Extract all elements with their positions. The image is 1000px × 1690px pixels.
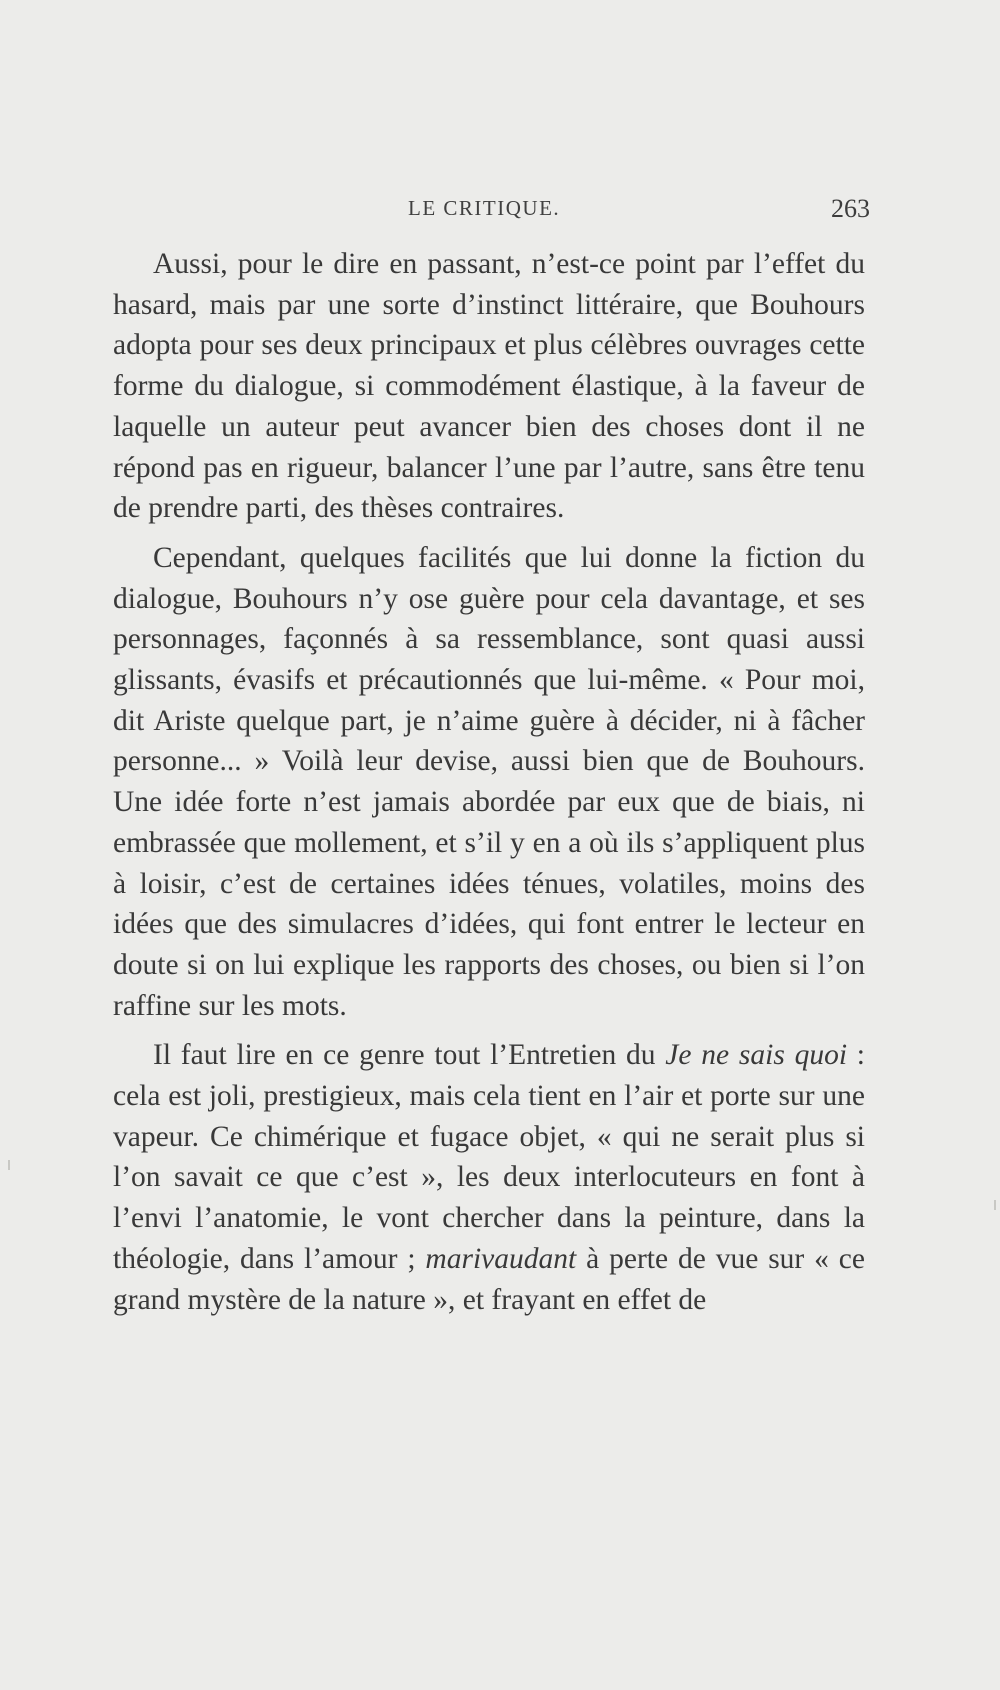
body-text [113, 244, 865, 1329]
italic-title-je-ne-sais-quoi: Je ne sais quoi [665, 1039, 848, 1072]
margin-speck-right [994, 1200, 996, 1210]
paragraph-2: Cependant, quelques facilités que lui donne la fiction du dialogue, Bouhours n’y ose guère pour cela davantage, et ses personnages, façonnés à sa ressemblance, sont quasi aussi glissants, évasifs et précautionnés que lui-même. « Pour moi, dit Ariste quelque part, je n’aime guère à décider, ni à fâcher personne... » Voilà leur devise, aussi bien que de Bouhours. Une idée forte n’est jamais abordée par eux que de biais, ni embrassée que mollement, et s’il y en a où ils s’appliquent plus à loisir, c’est de certaines idées ténues, volatiles, moins des idées que des simulacres d’idées, qui font entrer le lecteur en doute si on lui explique les rapports des choses, ou bien si l’on raffine sur les mots. [113, 541, 865, 1022]
paragraph-3-text-a: Il faut lire en ce genre tout l’Entretien du [153, 1039, 666, 1072]
paragraph-3 [113, 1035, 865, 1320]
paragraph-3-text-c: à perte de vue sur « ce grand mystère de la nature », et frayant en effet de [113, 1242, 865, 1316]
margin-speck-left [8, 1160, 10, 1170]
paragraph-1: Aussi, pour le dire en passant, n’est-ce point par l’effet du hasard, mais par une sorte d’instinct littéraire, que Bouhours adopta pour ses deux principaux et plus célèbres ouvrages cette forme du dialogue, si commodément élastique, à la faveur de laquelle un auteur peut avancer bien des choses dont il ne répond pas en rigueur, balancer l’une par l’autre, sans être tenu de prendre parti, des thèses contraires. [113, 248, 865, 525]
running-head [115, 196, 870, 230]
page-number: 263 [831, 194, 870, 223]
paragraph-3-text-b: : cela est joli, prestigieux, mais cela tient en l’air et porte sur une vapeur. Ce chimérique et fugace objet, « qui ne serait plus si l’on savait ce que c’est », les deux interlocuteurs en font à l’envi l’anatomie, le vont chercher dans la peinture, dans la théologie, dans l’amour ; [113, 1039, 866, 1275]
running-title: LE CRITIQUE. [408, 196, 561, 220]
italic-word-marivaudant: marivaudant [425, 1242, 577, 1275]
